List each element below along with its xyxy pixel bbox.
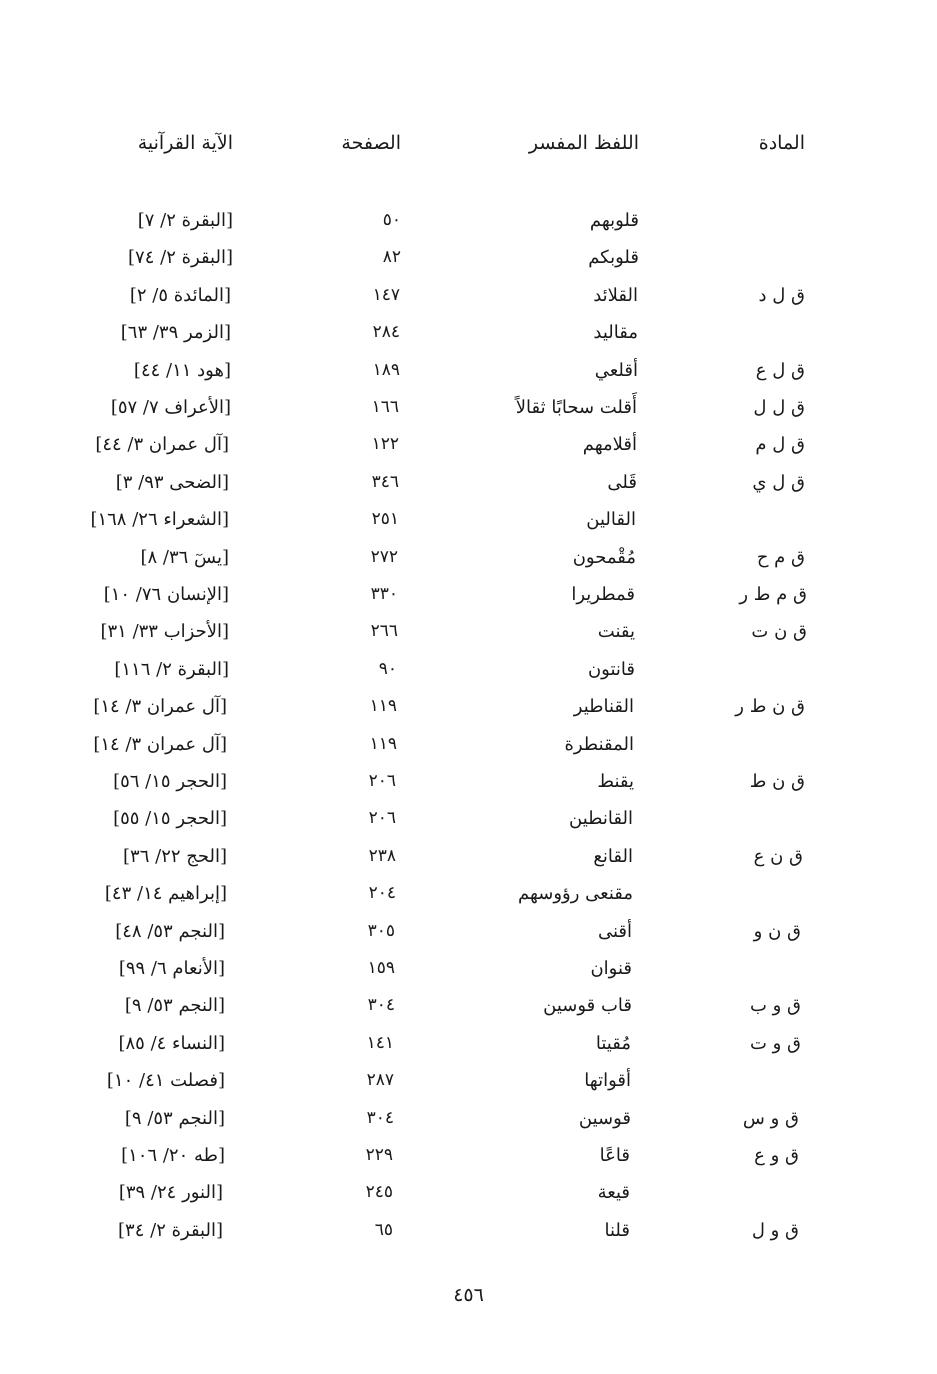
page-cell: ١٤١ (366, 1032, 394, 1053)
header-word: اللفظ المفسر (528, 132, 639, 154)
verse-cell: [آل عمران ٣/ ٤٤] (95, 434, 229, 456)
page-cell: ٩٠ (378, 658, 397, 679)
page-cell: ١١٩ (369, 733, 397, 754)
verse-cell: [البقرة ٢/ ٧٤] (128, 247, 233, 269)
page-cell: ٦٥ (374, 1219, 393, 1240)
table-row (0, 547, 937, 584)
page-cell: ١٤٧ (372, 284, 400, 305)
page-number: ٤٥٦ (453, 1284, 484, 1306)
word-cell: قمطريرا (571, 584, 635, 605)
root-cell: ق ل ل (753, 397, 805, 418)
table-row (0, 1182, 937, 1219)
verse-cell: [النجم ٥٣/ ٩] (124, 1107, 225, 1129)
word-cell: مقنعى رؤوسهم (517, 883, 633, 905)
page-cell: ١٢٢ (371, 434, 399, 455)
root-cell: ق و ت (749, 1032, 801, 1054)
verse-cell: [يسٓ ٣٦/ ٨] (140, 546, 229, 568)
root-cell: ق و ل (751, 1219, 799, 1241)
page-cell: ٣٠٤ (367, 995, 395, 1016)
root-cell: ق و ب (749, 995, 801, 1017)
word-cell: مقاليد (593, 322, 638, 344)
page-cell: ١٨٩ (372, 359, 400, 380)
verse-cell: [النور ٢٤/ ٣٩] (118, 1182, 223, 1204)
verse-cell: [آل عمران ٣/ ١٤] (93, 733, 227, 755)
word-cell: القالين (586, 509, 636, 531)
page-cell: ٢٠٤ (368, 883, 396, 904)
verse-cell: [الأنعام ٦/ ٩٩] (118, 958, 225, 979)
word-cell: قلوبهم (589, 210, 639, 231)
page-cell: ١٥٩ (367, 958, 395, 978)
table-row (0, 1033, 937, 1070)
table-row (0, 584, 937, 621)
verse-cell: [إبراهيم ١٤/ ٤٣] (104, 883, 227, 905)
table-row (0, 958, 937, 995)
word-cell: قلوبكم (588, 247, 639, 269)
word-cell: قاب قوسين (543, 995, 632, 1017)
verse-cell: [هود ١١/ ٤٤] (133, 359, 231, 381)
verse-cell: [النساء ٤/ ٨٥] (118, 1032, 225, 1054)
page-cell: ٣٠٤ (366, 1107, 394, 1128)
verse-cell: [الضحى ٩٣/ ٣] (115, 471, 229, 493)
page-cell: ٥٠ (382, 210, 401, 230)
table-row (0, 397, 937, 434)
word-cell: قنوان (590, 958, 632, 979)
table-row (0, 472, 937, 509)
table-row (0, 995, 937, 1032)
table-row (0, 434, 937, 471)
page-cell: ٢٠٦ (368, 808, 396, 829)
table-row (0, 1220, 937, 1257)
table-row (0, 771, 937, 808)
page-cell: ٢٥١ (371, 509, 399, 530)
page-cell: ٢٦٦ (370, 621, 398, 642)
table-row (0, 621, 937, 658)
word-cell: قاعًا (599, 1145, 630, 1166)
table-row (0, 247, 937, 284)
table-row (0, 360, 937, 397)
verse-cell: [آل عمران ٣/ ١٤] (93, 696, 227, 718)
verse-cell: [الشعراء ٢٦/ ١٦٨] (90, 509, 229, 531)
table-row (0, 210, 937, 247)
page-cell: ١٦٦ (371, 397, 399, 417)
word-cell: قوسين (578, 1107, 631, 1129)
page-cell: ٢٧٢ (370, 546, 398, 567)
verse-cell: [البقرة ٢/ ٧] (137, 210, 233, 231)
word-cell: قيعة (597, 1182, 630, 1204)
table-row (0, 1145, 937, 1182)
page-cell: ٢٠٦ (368, 771, 396, 791)
header-verse: الآية القرآنية (137, 132, 233, 154)
table-row (0, 322, 937, 359)
root-cell: ق ل م (755, 434, 805, 456)
table-row (0, 659, 937, 696)
verse-cell: [النجم ٥٣/ ٩] (124, 995, 225, 1017)
word-cell: أقلعي (594, 359, 638, 381)
verse-cell: [الزمر ٣٩/ ٦٣] (120, 322, 231, 344)
verse-cell: [طه ٢٠/ ١٠٦] (121, 1145, 225, 1166)
verse-cell: [الأحزاب ٣٣/ ٣١] (100, 621, 229, 643)
root-cell: ق و س (742, 1107, 799, 1129)
root-cell: ق ن و (753, 920, 801, 942)
table-row (0, 1070, 937, 1107)
word-cell: القناطير (573, 696, 634, 718)
page-cell: ٢٣٨ (368, 845, 396, 866)
page-cell: ٢٤٥ (365, 1182, 393, 1203)
verse-cell: [النجم ٥٣/ ٤٨] (115, 920, 225, 942)
root-cell: ق ن ت (751, 621, 807, 643)
word-cell: أَقلت سحابًا ثقالاً (515, 397, 637, 418)
verse-cell: [فصلت ٤١/ ١٠] (106, 1070, 225, 1092)
word-cell: القلائد (593, 284, 638, 306)
page-cell: ٣٣٠ (370, 584, 398, 604)
word-cell: قلنا (604, 1219, 630, 1241)
word-cell: أقنى (597, 920, 632, 942)
page-cell: ١١٩ (369, 696, 397, 717)
root-cell: ق ن ط (749, 771, 805, 792)
root-cell: ق ن ع (753, 845, 803, 867)
table-row (0, 883, 937, 920)
page-cell: ٣٤٦ (371, 471, 399, 492)
table-row (0, 509, 937, 546)
page-cell: ٢٨٧ (366, 1070, 394, 1091)
word-cell: القانع (593, 845, 633, 867)
word-cell: يقنط (597, 771, 634, 792)
header-root: المادة (758, 132, 805, 154)
word-cell: القانطين (569, 808, 633, 830)
header-page: الصفحة (341, 132, 401, 154)
verse-cell: [الإنسان ٧٦/ ١٠] (103, 584, 229, 605)
word-cell: يقنت (597, 621, 635, 643)
word-cell: أقلامهم (582, 434, 637, 456)
root-cell: ق م ح (756, 546, 805, 568)
word-cell: قانتون (587, 658, 635, 680)
root-cell: ق ل ع (755, 359, 805, 381)
page-cell: ٢٢٩ (365, 1145, 393, 1165)
verse-cell: [الحجر ١٥/ ٥٥] (113, 808, 227, 830)
page-cell: ٣٠٥ (367, 920, 395, 941)
verse-cell: [الأعراف ٧/ ٥٧] (110, 397, 231, 418)
verse-cell: [البقرة ٢/ ١١٦] (114, 658, 229, 680)
word-cell: مُقْمحون (572, 546, 636, 568)
word-cell: مُقيتا (595, 1032, 631, 1054)
page-cell: ٨٢ (382, 247, 401, 268)
verse-cell: [الحج ٢٢/ ٣٦] (123, 845, 227, 867)
table-row (0, 808, 937, 845)
table-row (0, 696, 937, 733)
verse-cell: [المائدة ٥/ ٢] (129, 284, 231, 306)
table-row (0, 1108, 937, 1145)
table-row (0, 285, 937, 322)
table-row (0, 921, 937, 958)
table-row (0, 846, 937, 883)
table-row (0, 734, 937, 771)
root-cell: ق ن ط ر (735, 696, 805, 718)
word-cell: المقنطرة (564, 733, 634, 755)
verse-cell: [البقرة ٢/ ٣٤] (118, 1219, 223, 1241)
page-cell: ٢٨٤ (372, 322, 400, 343)
word-cell: قَلى (607, 471, 637, 493)
word-cell: أقواتها (584, 1070, 631, 1092)
root-cell: ق م ط ر (739, 584, 807, 605)
root-cell: ق ل د (758, 284, 805, 306)
root-cell: ق ل ي (752, 471, 805, 493)
root-cell: ق و ع (754, 1145, 799, 1166)
verse-cell: [الحجر ١٥/ ٥٦] (113, 771, 227, 792)
